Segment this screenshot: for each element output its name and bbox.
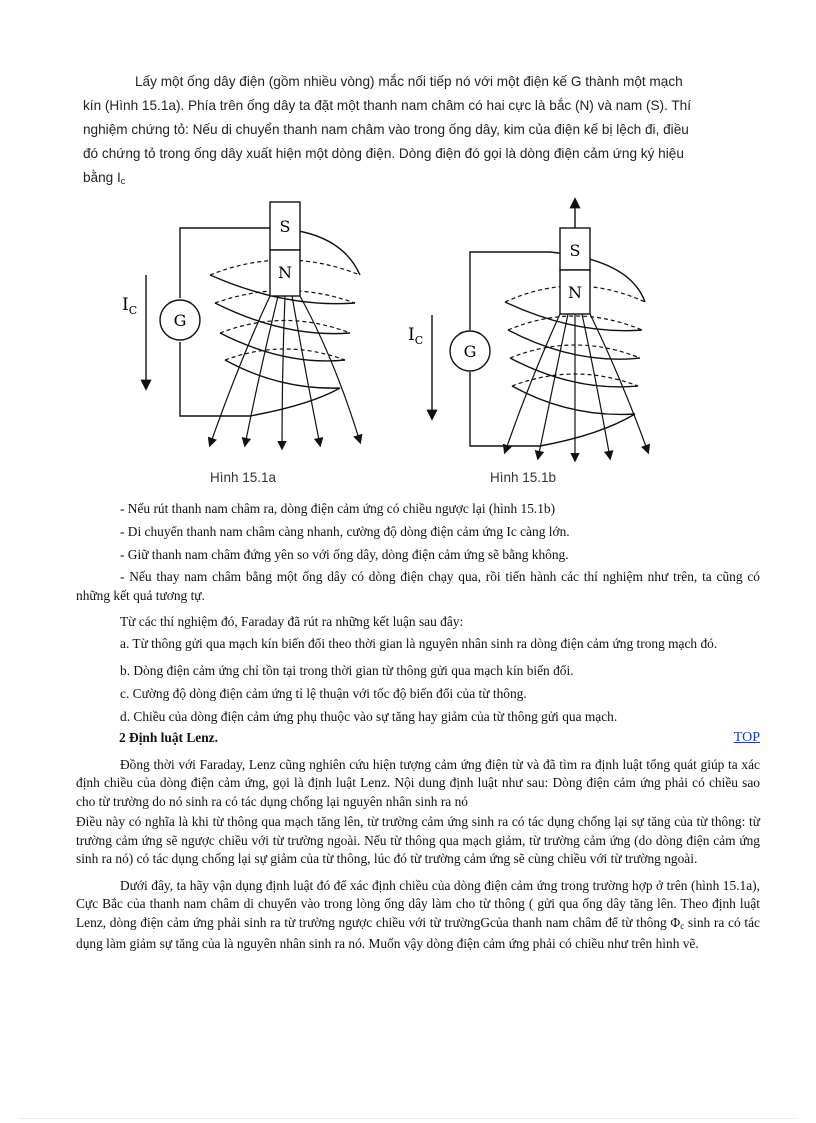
lenz-paragraph-3: Dưới đây, ta hãy vận dụng định luật đó để xác định chiều của dòng điện cảm ứng trong trường hợp ở trên (hình 15.1a), Cực Bắc của thanh nam châm di chuyển vào trong lòng ống dây làm cho từ thông ( gửi qua ống dây tăng lên. Theo định luật Lenz, dòng điện cảm ứng phải sinh ra từ trường ngược chiều với từ trườngGcủa thanh nam châm để từ thông Φc sinh ra có tác dụng làm giảm sự tăng của là nguyên nhân sinh ra nó. Muốn vậy dòng điện cảm ứng phải có chiều như trên hình vẽ. bbox=[76, 877, 760, 951]
section-heading-row bbox=[76, 728, 760, 748]
galvanometer-b bbox=[450, 331, 490, 371]
figure-15-1b bbox=[408, 200, 648, 485]
svg-text:G: G bbox=[463, 342, 477, 361]
caption-15-1a: Hình 15.1a bbox=[210, 470, 277, 485]
svg-text:G: G bbox=[173, 311, 187, 330]
current-label-b: $I_C$ bbox=[408, 325, 424, 347]
magnet-a bbox=[270, 202, 300, 296]
conclusion-b: b. Dòng điện cảm ứng chỉ tồn tại trong thời gian từ thông gửi qua mạch kín biến đổi. bbox=[120, 662, 574, 678]
page-bottom-rule bbox=[20, 1118, 796, 1119]
current-label-a: $I_C$ bbox=[122, 295, 138, 317]
svg-text:S: S bbox=[569, 241, 581, 260]
svg-text:S: S bbox=[279, 217, 291, 236]
conclusion-intro: Từ các thí nghiệm đó, Faraday đã rút ra những kết luận sau đây: bbox=[120, 614, 464, 629]
lenz-paragraph-2: Điều này có nghĩa là khi từ thông qua mạch tăng lên, từ trường cảm ứng sinh ra có tác dụng chống lại sự tăng của từ thông: từ trường cảm ứng sẽ ngược chiều với từ trường ngoài. Nếu từ thông qua mạch giảm, từ trường cảm ứng (do dòng điện cảm ứng sinh ra nó) có tác dụng chống lại sự giảm của từ thông, lúc đó từ trường cảm ứng sẽ cùng chiều với từ trường ngoài. bbox=[76, 814, 760, 866]
induction-figure bbox=[110, 190, 670, 490]
top-link[interactable]: TOP bbox=[733, 729, 760, 745]
conclusion-d: d. Chiều của dòng điện cảm ứng phụ thuộc vào sự tăng hay giảm của từ thông gửi qua mạch. bbox=[120, 708, 618, 724]
magnet-b bbox=[560, 228, 590, 314]
intro-subscript: c bbox=[120, 176, 126, 186]
figure-15-1a bbox=[122, 202, 360, 485]
body-text bbox=[76, 497, 760, 959]
bullet-item: - Nếu thay nam châm bằng một ống dây có dòng điện chạy qua, rồi tiến hành các thí nghiệm như trên, ta cũng có những kết quả tương tự. bbox=[76, 569, 760, 603]
svg-text:N: N bbox=[278, 263, 292, 282]
bullet-item: - Giữ thanh nam châm đứng yên so với ống dây, dòng điện cảm ứng sẽ bằng không. bbox=[120, 547, 569, 562]
section-heading: 2 Định luật Lenz. bbox=[119, 729, 218, 745]
bullet-item: - Nếu rút thanh nam châm ra, dòng điện cảm ứng có chiều ngược lại (hình 15.1b) bbox=[120, 501, 556, 516]
svg-text:N: N bbox=[568, 283, 582, 302]
galvanometer-a bbox=[160, 300, 200, 340]
bullet-item: - Di chuyển thanh nam châm càng nhanh, cường độ dòng điện cảm ứng Ic càng lớn. bbox=[120, 524, 570, 539]
conclusion-a: a. Từ thông gửi qua mạch kín biến đổi theo thời gian là nguyên nhân sinh ra dòng điện cảm ứng trong mạch đó. bbox=[120, 636, 718, 651]
intro-paragraph: Lấy một ống dây điện (gồm nhiều vòng) mắc nối tiếp nó với một điện kế G thành một mạch kín (Hình 15.1a). Phía trên ống dây ta đặt một thanh nam châm có hai cực là bắc (N) và nam (S). Thí nghiệm chứng tỏ: Nếu di chuyển thanh nam châm vào trong ống dây, kim của điện kế bị lệch đi, điều đó chứng tỏ trong ống dây xuất hiện một dòng điện. Dòng điện đó gọi là dòng điện cảm ứng ký hiệu bằng $I_c$ bbox=[83, 74, 692, 186]
lenz-paragraph-1: Đồng thời với Faraday, Lenz cũng nghiên cứu hiện tượng cảm ứng điện từ và đã tìm ra định luật tổng quát giúp ta xác định chiều của dòng điện cảm ứng, gọi là định luật Lenz. Nội dung định luật như sau: Dòng điện cảm ứng phải có chiều sao cho từ trường do nó sinh ra có tác dụng chống lại nguyên nhân sinh ra nó bbox=[76, 756, 760, 809]
conclusion-c: c. Cường độ dòng điện cảm ứng tỉ lệ thuận với tốc độ biến đổi của từ thông. bbox=[120, 685, 527, 701]
caption-15-1b: Hình 15.1b bbox=[490, 470, 557, 485]
